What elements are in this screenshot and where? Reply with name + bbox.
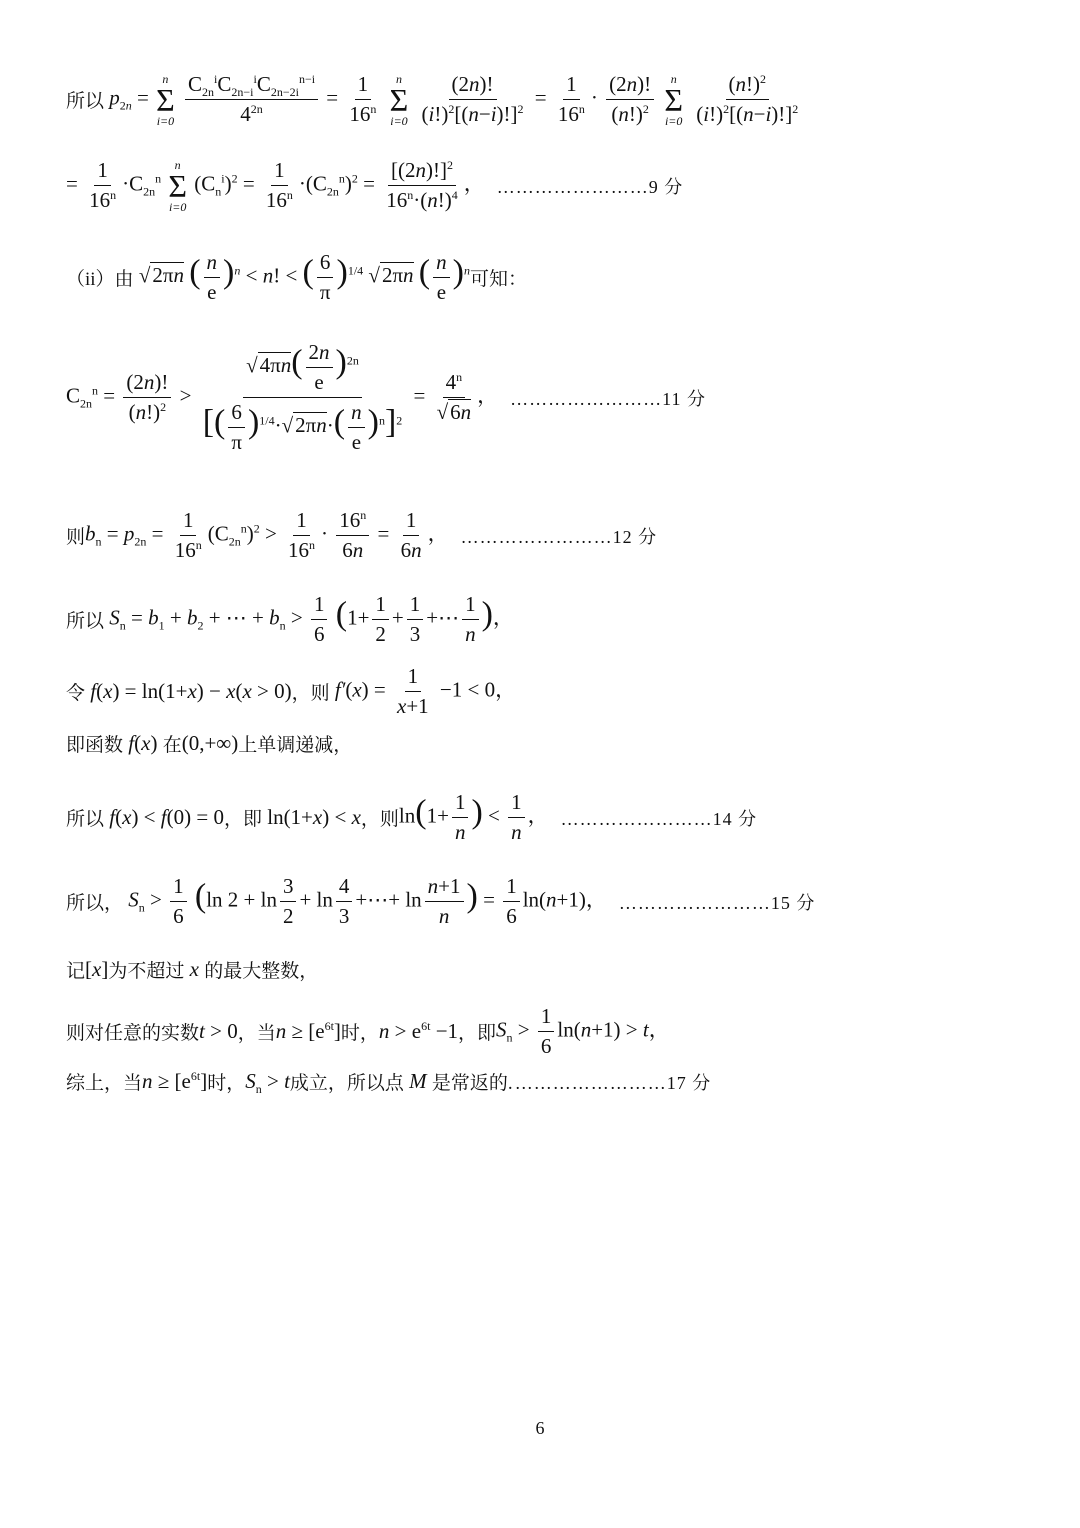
text-c: 时， [340,1023,379,1044]
text-prefix: 所以 [66,809,105,830]
formula-sn: $S_n = b_1 + b_2$ + ⋯ + $b_n$ > $\frac{1}{6}$ (1+ $\frac{1}{2}$ + $\frac{1}{3}$ +⋯ $\frac{1}{n}$ )， [104,592,514,646]
text-a: 即函数 [66,735,124,756]
text-b: 时， [207,1073,246,1094]
formula-line-ln-ineq [66,790,757,845]
formula-sn-gt-t: $S_n$ > $\frac{1}{6}$ ln(n+1) > t， [496,1004,670,1058]
formula-p2n: $p_{2n}$ = n Σ i=0 $\frac{C_{2n}^iC_{2n-i}^iC_{2n-2i}^{n-i}}{4^{2n}}$ = $\frac{1}{16^n}$ n Σ i=0 $\frac{(2n)!}{(i!)^2[(n-i)!]^2}$ = $\frac{1}{16^n}$ · $\frac{(2n)!}{(n!)^2}$ n Σ i=0 $\frac{(n!)^2}{(i!)^2[(n-i)!]^2}$ [104,71,799,128]
text-prefix: 所以 [66,91,105,112]
formula-ln-n: ln(1+ $\frac{1}{n}$ ) < $\frac{1}{n}$ ， [398,790,549,844]
formula-line-combination [66,158,683,213]
score-9: ……………………9 分 [496,176,684,197]
formula-sn-ln: $S_n$ > $\frac{1}{6}$ (ln 2 + ln $\frac{3}{2}$ + ln $\frac{4}{3}$ +⋯+ ln $\frac{n+1}{n}$ ) = $\frac{1}{6}$ ln(n+1)， [123,874,607,928]
formula-fprime: f′(x) = $\frac{1}{x+1}$ −1 < 0， [329,664,517,718]
text-mid: ，则 [291,683,330,704]
page-number: 6 [535,1418,545,1438]
formula-bound: $C_{2n}^n$ = $\frac{(2n)!}{(n!)^2}$ > √4πn( $\frac{2n}{e}$ )$^{2n}$ [( $\frac{6}{\pi}$ )$^{1/4}$·√2πn·( $\frac{n}{e}$ )$^n$]$^2$ = $\frac{4^n}{√6n}$ ， [66,340,499,454]
text-a: 综上，当 [66,1073,143,1094]
formula-interval: (0,+∞) [181,731,239,755]
formula-bn: $b_n = p_{2n}$ = $\frac{1}{16^n}$ $(C_{2n}^n)^2$ > $\frac{1}{16^n}$ · $\frac{16^n}{6n}$ = $\frac{1}{6n}$ ， [85,508,449,562]
text-prefix: 则 [66,527,86,548]
text-b: ，当 [237,1023,276,1044]
text-mid2: ，则 [360,809,399,830]
formula-combination: = $\frac{1}{16^n}$ $\cdot C_{2n}^n$ n Σ i=0 $(C_n^i)^2$ = $\frac{1}{16^n}$ $\cdot(C_{2n}^n)^2$ = $\frac{[(2n)!]^2}{16^n\cdot(n!)^4}$ ， [66,157,485,214]
text-b: 在 [162,735,182,756]
formula-ln-ineq: ln(1+x) < x [261,805,361,829]
score-12: ……………………12 分 [460,526,658,547]
formula-sn-t: $S_n > t$ [245,1069,290,1097]
text-a: 则对任意的实数 [66,1023,200,1044]
formula-line-bound [66,340,706,455]
formula-n-gt: $n > e^{6t} -1$ [378,1019,459,1043]
text-prefix: 令 [66,683,86,704]
score-15: ……………………15 分 [618,892,816,913]
formula-line-any-t [66,1004,670,1059]
formula-line-fx [66,664,516,719]
formula-line-sn [66,592,514,647]
formula-f-ineq: f(x) < f(0) = 0 [104,805,224,829]
text-prefix: （ii）由 [66,269,134,290]
text-c: 的最大整数， [204,961,319,982]
formula-floor-x: [x] [85,957,109,981]
text-c: 成立，所以点 [289,1073,404,1094]
text-c: 上单调递减， [238,735,353,756]
formula-line-p2n-sum [66,72,804,127]
text-suffix: 可知： [469,269,527,290]
text-line-conclusion [66,1068,711,1095]
formula-t-pos: t > 0 [199,1019,238,1043]
text-line-floor-def [66,956,318,983]
formula-x: x [184,957,205,981]
text-prefix: 所以， [66,893,124,914]
text-a: 记 [66,961,86,982]
score-14: ……………………14 分 [560,808,758,829]
formula-n-ge: $n \ge [e^{6t}]$ [275,1019,341,1043]
text-b: 为不超过 [108,961,185,982]
text-mid1: ，即 [223,809,262,830]
text-d: 是常返的. [431,1073,513,1094]
formula-line-bn [66,508,657,563]
formula-fx: f(x) = ln(1+x) − x(x > 0) [85,679,292,703]
formula-m: M [403,1069,432,1093]
formula-n-ge-2: $n \ge [e^{6t}]$ [142,1069,208,1093]
score-11: ……………………11 分 [510,388,706,409]
formula-line-stirling [66,250,527,305]
text-line-monotonic [66,730,352,757]
formula-line-sn-ln [66,874,815,929]
score-17: ……………………17 分 [514,1072,712,1093]
text-d: ，即 [458,1023,497,1044]
formula-stirling: √2πn ( $\frac{n}{e}$ )$^n$ < n! < ( $\frac{6}{\pi}$ )$^{1/4}$ √2πn ( $\frac{n}{e}$ )$^n$ [133,250,470,304]
formula-fx-short: f(x) [128,731,163,755]
text-prefix: 所以 [66,611,105,632]
